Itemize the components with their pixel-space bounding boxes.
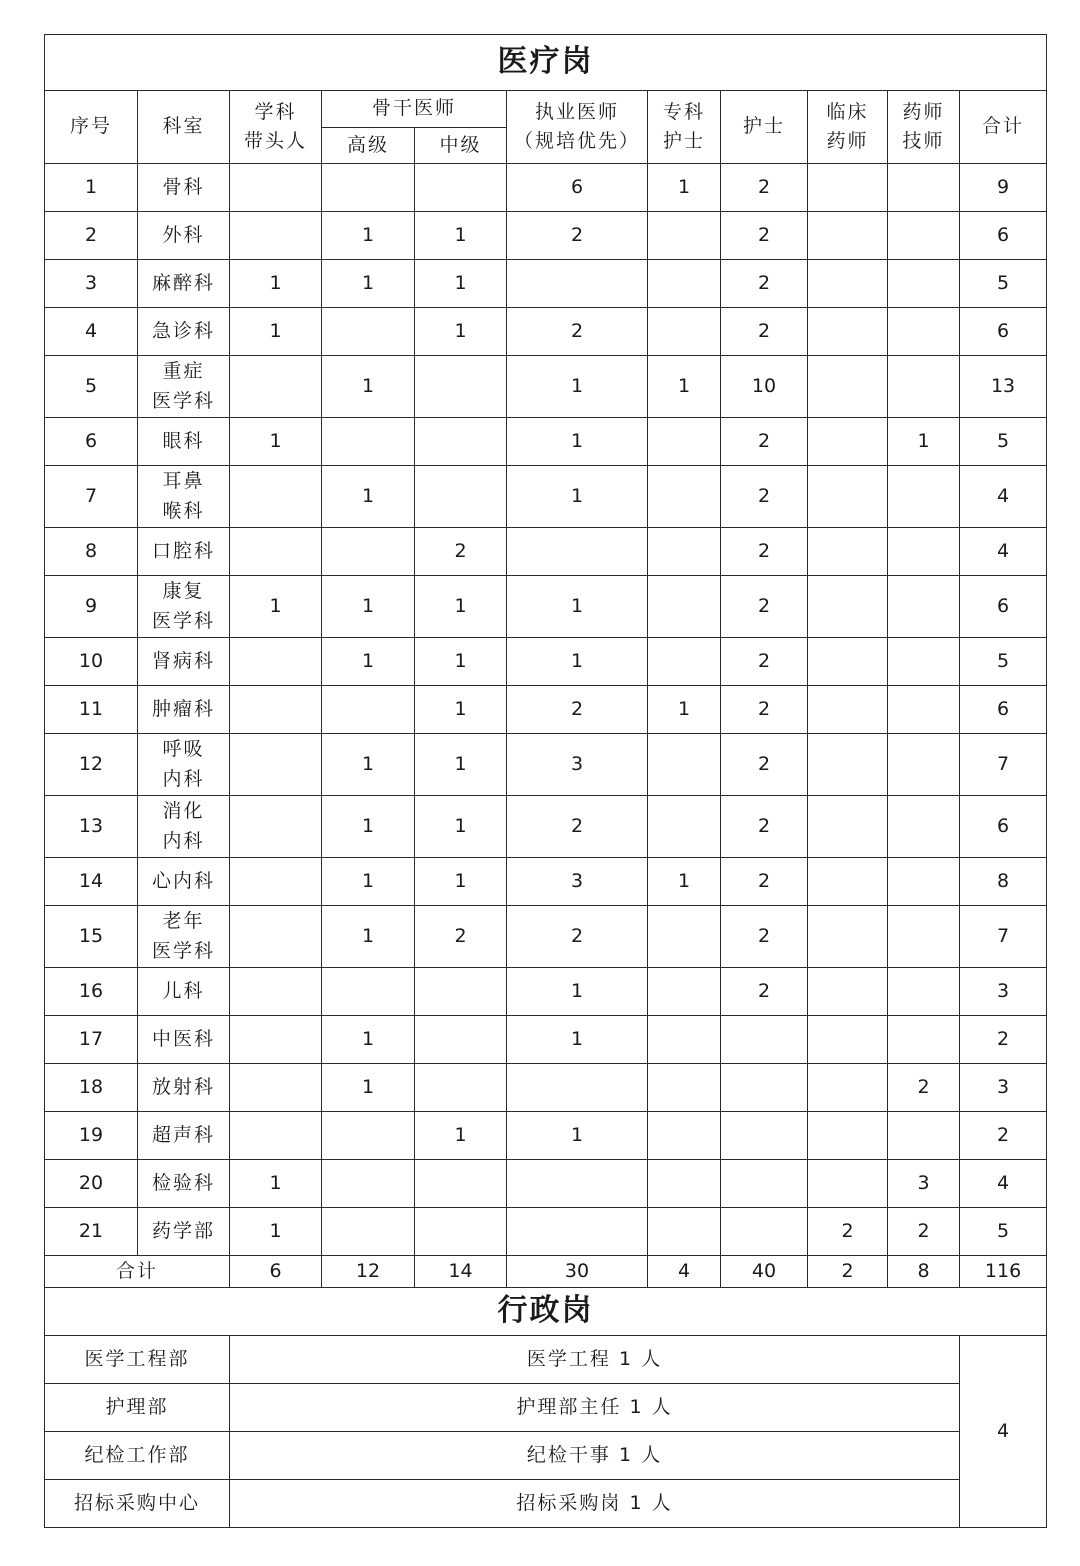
cell-clinical-pharmacist — [808, 212, 888, 260]
cell-specialist-nurse — [648, 638, 721, 686]
cell-licensed — [507, 1208, 648, 1256]
table-row — [45, 906, 1047, 968]
cell-dept: 骨科 — [162, 175, 205, 198]
staffing-table — [44, 34, 1047, 1528]
cell-licensed: 1 — [507, 356, 648, 418]
cell-dept: 儿科 — [162, 979, 205, 1002]
cell-specialist-nurse — [648, 576, 721, 638]
cell-senior — [322, 1208, 415, 1256]
cell-nurse: 2 — [721, 576, 808, 638]
cell-seq: 10 — [45, 638, 138, 686]
cell-middle: 2 — [415, 906, 507, 968]
cell-dept: 药学部 — [151, 1219, 215, 1242]
cell-pharmacist-technician — [888, 686, 960, 734]
cell-licensed: 1 — [507, 968, 648, 1016]
cell-specialist-nurse — [648, 418, 721, 466]
cell-dept: 外科 — [162, 223, 205, 246]
cell-dept: 心内科 — [151, 869, 215, 892]
cell-senior: 1 — [322, 1064, 415, 1112]
cell-specialist-nurse: 1 — [648, 164, 721, 212]
cell-nurse — [721, 1112, 808, 1160]
total-middle: 14 — [415, 1256, 507, 1288]
cell-clinical-pharmacist — [808, 418, 888, 466]
cell-total: 8 — [960, 858, 1047, 906]
table-row — [45, 1208, 1047, 1256]
cell-seq: 15 — [45, 906, 138, 968]
cell-specialist-nurse — [648, 734, 721, 796]
cell-specialist-nurse — [648, 1160, 721, 1208]
table-row — [45, 1160, 1047, 1208]
cell-middle — [415, 968, 507, 1016]
cell-dept: 重症 医学科 — [151, 360, 215, 412]
cell-dept: 肿瘤科 — [151, 697, 215, 720]
cell-senior: 1 — [322, 1016, 415, 1064]
header-leader: 学科 带头人 — [243, 100, 307, 152]
cell-pharmacist-technician: 3 — [888, 1160, 960, 1208]
cell-leader: 1 — [230, 260, 322, 308]
cell-seq: 12 — [45, 734, 138, 796]
cell-clinical-pharmacist — [808, 308, 888, 356]
cell-middle: 1 — [415, 308, 507, 356]
cell-pharmacist-technician — [888, 466, 960, 528]
cell-leader — [230, 356, 322, 418]
cell-total: 13 — [960, 356, 1047, 418]
cell-nurse: 2 — [721, 260, 808, 308]
cell-specialist-nurse — [648, 968, 721, 1016]
admin-dept: 纪检工作部 — [45, 1432, 230, 1480]
cell-nurse: 2 — [721, 466, 808, 528]
total-clinical-pharmacist: 2 — [808, 1256, 888, 1288]
admin-post: 护理部主任 1 人 — [230, 1384, 960, 1432]
cell-pharmacist-technician: 1 — [888, 418, 960, 466]
cell-clinical-pharmacist — [808, 576, 888, 638]
cell-pharmacist-technician — [888, 576, 960, 638]
cell-nurse — [721, 1016, 808, 1064]
table-row — [45, 734, 1047, 796]
cell-pharmacist-technician — [888, 734, 960, 796]
cell-dept: 急诊科 — [151, 319, 215, 342]
cell-leader — [230, 968, 322, 1016]
table-row — [45, 686, 1047, 734]
table-row — [45, 260, 1047, 308]
cell-middle: 1 — [415, 212, 507, 260]
cell-senior: 1 — [322, 260, 415, 308]
cell-clinical-pharmacist — [808, 906, 888, 968]
table-row — [45, 968, 1047, 1016]
cell-leader — [230, 796, 322, 858]
cell-licensed — [507, 1160, 648, 1208]
admin-total: 4 — [960, 1336, 1047, 1528]
cell-senior: 1 — [322, 858, 415, 906]
table-row — [45, 858, 1047, 906]
cell-leader: 1 — [230, 1208, 322, 1256]
cell-total: 6 — [960, 212, 1047, 260]
cell-licensed: 3 — [507, 734, 648, 796]
total-leader: 6 — [230, 1256, 322, 1288]
cell-middle: 1 — [415, 734, 507, 796]
cell-middle — [415, 1160, 507, 1208]
cell-specialist-nurse — [648, 528, 721, 576]
cell-specialist-nurse — [648, 466, 721, 528]
cell-specialist-nurse — [648, 260, 721, 308]
admin-dept: 护理部 — [45, 1384, 230, 1432]
admin-post: 纪检干事 1 人 — [230, 1432, 960, 1480]
cell-specialist-nurse — [648, 308, 721, 356]
cell-seq: 2 — [45, 212, 138, 260]
cell-leader — [230, 858, 322, 906]
cell-dept: 中医科 — [151, 1027, 215, 1050]
cell-middle: 1 — [415, 638, 507, 686]
cell-specialist-nurse — [648, 1208, 721, 1256]
cell-seq: 8 — [45, 528, 138, 576]
cell-leader: 1 — [230, 308, 322, 356]
cell-nurse: 2 — [721, 418, 808, 466]
cell-clinical-pharmacist — [808, 1016, 888, 1064]
cell-pharmacist-technician — [888, 528, 960, 576]
table-row — [45, 308, 1047, 356]
cell-senior — [322, 1160, 415, 1208]
cell-total: 6 — [960, 686, 1047, 734]
cell-dept: 麻醉科 — [151, 271, 215, 294]
cell-licensed: 1 — [507, 1016, 648, 1064]
cell-total: 6 — [960, 576, 1047, 638]
cell-leader — [230, 906, 322, 968]
cell-total: 5 — [960, 638, 1047, 686]
cell-clinical-pharmacist — [808, 968, 888, 1016]
header-specialist-nurse: 专科 护士 — [662, 100, 705, 152]
cell-middle: 1 — [415, 686, 507, 734]
cell-pharmacist-technician — [888, 968, 960, 1016]
cell-seq: 5 — [45, 356, 138, 418]
cell-middle — [415, 418, 507, 466]
table-row — [45, 1016, 1047, 1064]
cell-total: 5 — [960, 418, 1047, 466]
cell-pharmacist-technician — [888, 260, 960, 308]
cell-senior: 1 — [322, 734, 415, 796]
cell-pharmacist-technician — [888, 796, 960, 858]
cell-total: 4 — [960, 466, 1047, 528]
cell-specialist-nurse — [648, 796, 721, 858]
table-row — [45, 1064, 1047, 1112]
cell-clinical-pharmacist — [808, 1064, 888, 1112]
cell-licensed — [507, 1064, 648, 1112]
admin-section-title: 行政岗 — [45, 1288, 1047, 1336]
cell-dept: 耳鼻 喉科 — [162, 470, 205, 522]
cell-senior: 1 — [322, 796, 415, 858]
cell-dept: 放射科 — [151, 1075, 215, 1098]
cell-middle — [415, 466, 507, 528]
cell-dept: 老年 医学科 — [151, 910, 215, 962]
cell-nurse: 10 — [721, 356, 808, 418]
cell-nurse: 2 — [721, 686, 808, 734]
cell-total: 3 — [960, 1064, 1047, 1112]
cell-clinical-pharmacist — [808, 466, 888, 528]
cell-seq: 16 — [45, 968, 138, 1016]
cell-clinical-pharmacist — [808, 796, 888, 858]
cell-dept: 消化 内科 — [162, 800, 205, 852]
cell-licensed: 2 — [507, 308, 648, 356]
cell-pharmacist-technician — [888, 906, 960, 968]
cell-seq: 4 — [45, 308, 138, 356]
header-total: 合计 — [960, 91, 1047, 164]
cell-pharmacist-technician: 2 — [888, 1064, 960, 1112]
cell-licensed: 1 — [507, 1112, 648, 1160]
cell-pharmacist-technician — [888, 858, 960, 906]
totals-label: 合计 — [45, 1256, 230, 1288]
table-row — [45, 356, 1047, 418]
medical-section-title: 医疗岗 — [45, 35, 1047, 91]
cell-clinical-pharmacist — [808, 260, 888, 308]
cell-licensed: 1 — [507, 466, 648, 528]
cell-senior — [322, 164, 415, 212]
cell-senior — [322, 418, 415, 466]
cell-middle — [415, 356, 507, 418]
cell-pharmacist-technician — [888, 308, 960, 356]
cell-seq: 17 — [45, 1016, 138, 1064]
admin-dept: 招标采购中心 — [45, 1480, 230, 1528]
cell-total: 3 — [960, 968, 1047, 1016]
cell-total: 4 — [960, 528, 1047, 576]
cell-licensed: 3 — [507, 858, 648, 906]
cell-leader: 1 — [230, 1160, 322, 1208]
cell-nurse: 2 — [721, 528, 808, 576]
cell-nurse — [721, 1160, 808, 1208]
cell-seq: 18 — [45, 1064, 138, 1112]
cell-dept: 超声科 — [151, 1123, 215, 1146]
table-row — [45, 1112, 1047, 1160]
table-row — [45, 418, 1047, 466]
cell-pharmacist-technician — [888, 212, 960, 260]
cell-senior — [322, 308, 415, 356]
cell-leader: 1 — [230, 576, 322, 638]
cell-nurse: 2 — [721, 906, 808, 968]
cell-middle: 1 — [415, 260, 507, 308]
admin-dept: 医学工程部 — [45, 1336, 230, 1384]
total-licensed: 30 — [507, 1256, 648, 1288]
cell-dept: 肾病科 — [151, 649, 215, 672]
cell-nurse: 2 — [721, 308, 808, 356]
cell-pharmacist-technician — [888, 638, 960, 686]
cell-dept: 眼科 — [162, 429, 205, 452]
cell-nurse: 2 — [721, 638, 808, 686]
cell-seq: 13 — [45, 796, 138, 858]
cell-nurse: 2 — [721, 968, 808, 1016]
cell-senior — [322, 528, 415, 576]
cell-licensed: 1 — [507, 576, 648, 638]
total-grand: 116 — [960, 1256, 1047, 1288]
header-dept: 科室 — [138, 91, 230, 164]
admin-post: 招标采购岗 1 人 — [230, 1480, 960, 1528]
cell-specialist-nurse — [648, 906, 721, 968]
header-middle: 中级 — [415, 128, 507, 164]
cell-middle: 2 — [415, 528, 507, 576]
cell-senior: 1 — [322, 638, 415, 686]
cell-clinical-pharmacist — [808, 528, 888, 576]
cell-total: 6 — [960, 796, 1047, 858]
cell-total: 5 — [960, 1208, 1047, 1256]
cell-senior — [322, 968, 415, 1016]
cell-middle — [415, 1016, 507, 1064]
cell-seq: 1 — [45, 164, 138, 212]
cell-dept: 口腔科 — [151, 539, 215, 562]
cell-leader — [230, 466, 322, 528]
table-row — [45, 796, 1047, 858]
cell-leader — [230, 1112, 322, 1160]
cell-nurse: 2 — [721, 796, 808, 858]
cell-clinical-pharmacist — [808, 1160, 888, 1208]
cell-pharmacist-technician — [888, 356, 960, 418]
cell-middle — [415, 1208, 507, 1256]
cell-clinical-pharmacist: 2 — [808, 1208, 888, 1256]
cell-seq: 9 — [45, 576, 138, 638]
cell-pharmacist-technician: 2 — [888, 1208, 960, 1256]
cell-licensed: 1 — [507, 418, 648, 466]
cell-total: 2 — [960, 1016, 1047, 1064]
cell-middle: 1 — [415, 796, 507, 858]
cell-nurse: 2 — [721, 212, 808, 260]
cell-dept: 呼吸 内科 — [162, 738, 205, 790]
cell-specialist-nurse — [648, 1064, 721, 1112]
cell-leader — [230, 212, 322, 260]
header-clinical-pharmacist: 临床 药师 — [826, 100, 869, 152]
table-row — [45, 212, 1047, 260]
cell-specialist-nurse — [648, 1016, 721, 1064]
cell-leader — [230, 528, 322, 576]
cell-senior — [322, 686, 415, 734]
cell-licensed: 2 — [507, 212, 648, 260]
cell-pharmacist-technician — [888, 164, 960, 212]
cell-nurse: 2 — [721, 858, 808, 906]
total-senior: 12 — [322, 1256, 415, 1288]
cell-seq: 7 — [45, 466, 138, 528]
cell-leader — [230, 164, 322, 212]
cell-licensed: 2 — [507, 796, 648, 858]
cell-senior: 1 — [322, 906, 415, 968]
cell-specialist-nurse: 1 — [648, 858, 721, 906]
table-row — [45, 528, 1047, 576]
cell-total: 5 — [960, 260, 1047, 308]
cell-middle — [415, 1064, 507, 1112]
cell-dept: 检验科 — [151, 1171, 215, 1194]
cell-leader — [230, 686, 322, 734]
cell-clinical-pharmacist — [808, 686, 888, 734]
cell-total: 7 — [960, 734, 1047, 796]
cell-seq: 14 — [45, 858, 138, 906]
cell-licensed: 6 — [507, 164, 648, 212]
cell-leader: 1 — [230, 418, 322, 466]
cell-nurse: 2 — [721, 734, 808, 796]
cell-clinical-pharmacist — [808, 1112, 888, 1160]
total-pharmacist-technician: 8 — [888, 1256, 960, 1288]
cell-pharmacist-technician — [888, 1112, 960, 1160]
total-specialist-nurse: 4 — [648, 1256, 721, 1288]
cell-middle: 1 — [415, 1112, 507, 1160]
cell-dept: 康复 医学科 — [151, 580, 215, 632]
cell-nurse — [721, 1208, 808, 1256]
cell-specialist-nurse — [648, 1112, 721, 1160]
cell-total: 7 — [960, 906, 1047, 968]
cell-senior — [322, 1112, 415, 1160]
table-row — [45, 576, 1047, 638]
cell-licensed: 2 — [507, 906, 648, 968]
header-seq: 序号 — [45, 91, 138, 164]
cell-licensed: 2 — [507, 686, 648, 734]
cell-middle: 1 — [415, 858, 507, 906]
header-licensed: 执业医师 （规培优先） — [513, 100, 640, 152]
cell-senior: 1 — [322, 466, 415, 528]
cell-pharmacist-technician — [888, 1016, 960, 1064]
cell-middle: 1 — [415, 576, 507, 638]
cell-clinical-pharmacist — [808, 356, 888, 418]
cell-licensed — [507, 260, 648, 308]
cell-senior: 1 — [322, 576, 415, 638]
cell-seq: 21 — [45, 1208, 138, 1256]
cell-leader — [230, 1016, 322, 1064]
cell-leader — [230, 734, 322, 796]
cell-specialist-nurse — [648, 212, 721, 260]
cell-seq: 20 — [45, 1160, 138, 1208]
cell-middle — [415, 164, 507, 212]
table-row — [45, 638, 1047, 686]
total-nurse: 40 — [721, 1256, 808, 1288]
cell-licensed — [507, 528, 648, 576]
cell-seq: 3 — [45, 260, 138, 308]
cell-leader — [230, 638, 322, 686]
cell-total: 2 — [960, 1112, 1047, 1160]
cell-seq: 11 — [45, 686, 138, 734]
admin-post: 医学工程 1 人 — [230, 1336, 960, 1384]
cell-leader — [230, 1064, 322, 1112]
header-pharmacist-technician: 药师 技师 — [902, 100, 945, 152]
cell-nurse — [721, 1064, 808, 1112]
cell-seq: 19 — [45, 1112, 138, 1160]
cell-specialist-nurse: 1 — [648, 356, 721, 418]
cell-total: 4 — [960, 1160, 1047, 1208]
cell-specialist-nurse: 1 — [648, 686, 721, 734]
header-nurse: 护士 — [721, 91, 808, 164]
cell-clinical-pharmacist — [808, 858, 888, 906]
cell-clinical-pharmacist — [808, 638, 888, 686]
table-row — [45, 466, 1047, 528]
cell-senior: 1 — [322, 212, 415, 260]
cell-nurse: 2 — [721, 164, 808, 212]
table-row — [45, 164, 1047, 212]
cell-senior: 1 — [322, 356, 415, 418]
header-backbone: 骨干医师 — [322, 91, 507, 128]
header-senior: 高级 — [322, 128, 415, 164]
cell-total: 9 — [960, 164, 1047, 212]
cell-clinical-pharmacist — [808, 164, 888, 212]
cell-licensed: 1 — [507, 638, 648, 686]
cell-clinical-pharmacist — [808, 734, 888, 796]
cell-total: 6 — [960, 308, 1047, 356]
cell-seq: 6 — [45, 418, 138, 466]
